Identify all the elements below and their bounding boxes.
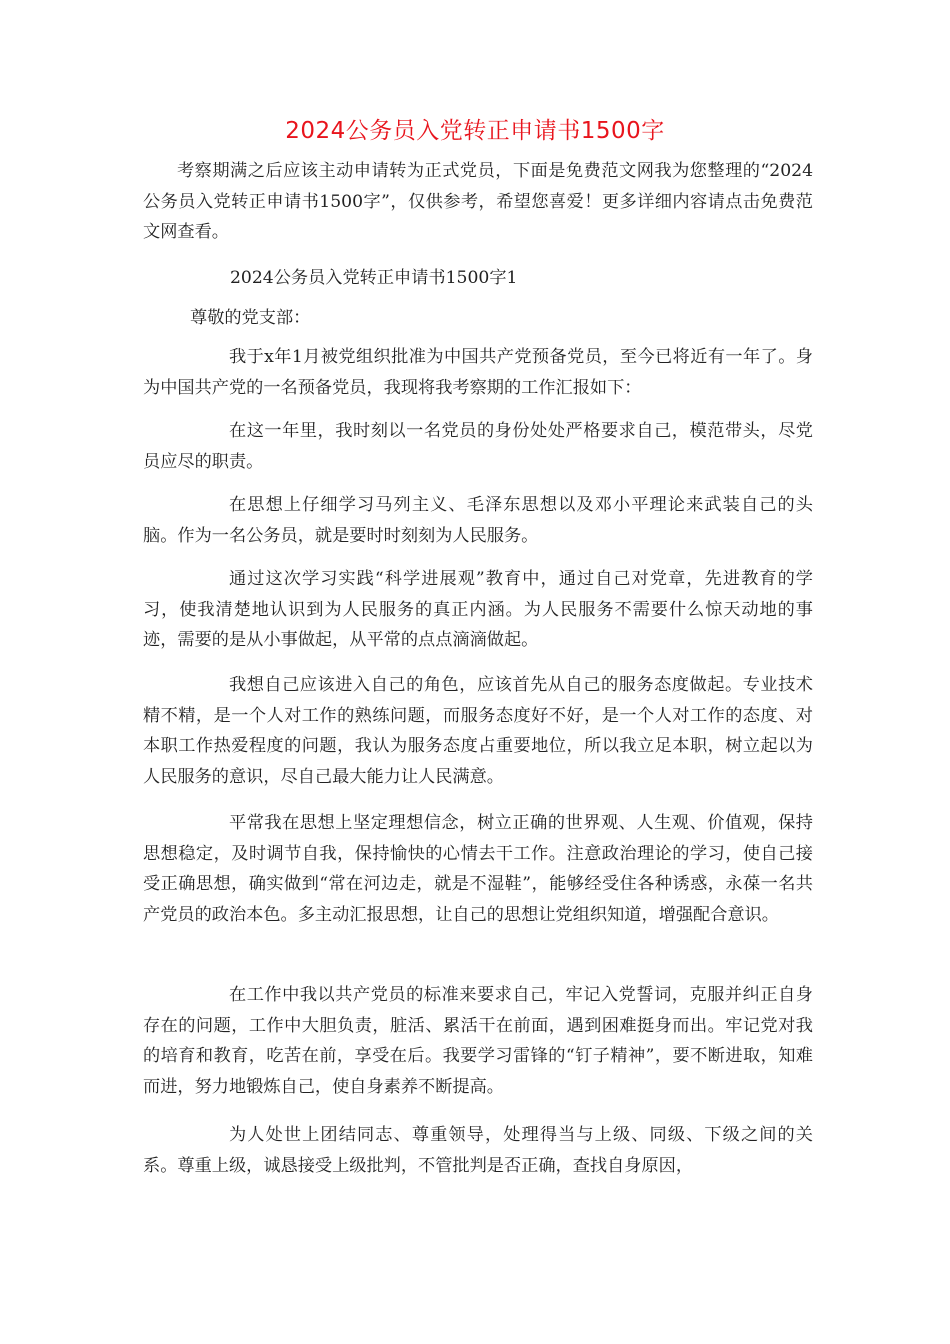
body-paragraph: 在思想上仔细学习马列主义、毛泽东思想以及邓小平理论来武装自己的头脑。作为一名公务员，就是要时时刻刻为人民服务。 xyxy=(143,495,813,546)
salutation: 尊敬的党支部： xyxy=(190,308,311,328)
body-paragraph: 在这一年里，我时刻以一名党员的身份处处严格要求自己，模范带头，尽党员应尽的职责。 xyxy=(143,421,813,472)
body-paragraph: 通过这次学习实践“科学进展观”教育中，通过自己对党章，先进教育的学习，使我清楚地认识到为人民服务的真正内涵。为人民服务不需要什么惊天动地的事迹，需要的是从小事做起，从平常的点点滴滴做起。 xyxy=(143,569,813,650)
section-subtitle: 2024公务员入党转正申请书1500字1 xyxy=(230,268,518,288)
body-paragraph: 在工作中我以共产党员的标准来要求自己，牢记入党誓词，克服并纠正自身存在的问题，工作中大胆负责，脏活、累活干在前面，遇到困难挺身而出。牢记党对我的培育和教育，吃苦在前，享受在后。我要学习雷锋的“钉子精神”，要不断进取，知难而进，努力地锻炼自己，使自身素养不断提高。 xyxy=(143,985,813,1097)
body-paragraph: 为人处世上团结同志、尊重领导，处理得当与上级、同级、下级之间的关系。尊重上级，诚恳接受上级批判，不管批判是否正确，查找自身原因， xyxy=(143,1125,813,1176)
body-paragraph: 平常我在思想上坚定理想信念，树立正确的世界观、人生观、价值观，保持思想稳定，及时调节自我，保持愉快的心情去干工作。注意政治理论的学习，使自己接受正确思想，确实做到“常在河边走，就是不湿鞋”，能够经受住各种诱惑，永葆一名共产党员的政治本色。多主动汇报思想，让自己的思想让党组织知道，增强配合意识。 xyxy=(143,813,813,925)
document-title: 2024公务员入党转正申请书1500字 xyxy=(285,118,665,144)
body-paragraph: 我于x年1月被党组织批准为中国共产党预备党员，至今已将近有一年了。身为中国共产党的一名预备党员，我现将我考察期的工作汇报如下： xyxy=(143,347,813,398)
intro-paragraph: 考察期满之后应该主动申请转为正式党员，下面是免费范文网我为您整理的“2024公务员入党转正申请书1500字”，仅供参考，希望您喜爱！更多详细内容请点击免费范文网查看。 xyxy=(143,161,813,242)
body-paragraph: 我想自己应该进入自己的角色，应该首先从自己的服务态度做起。专业技术精不精，是一个人对工作的熟练问题，而服务态度好不好，是一个人对工作的态度、对本职工作热爱程度的问题，我认为服务态度占重要地位，所以我立足本职，树立起以为人民服务的意识，尽自己最大能力让人民满意。 xyxy=(143,675,813,787)
